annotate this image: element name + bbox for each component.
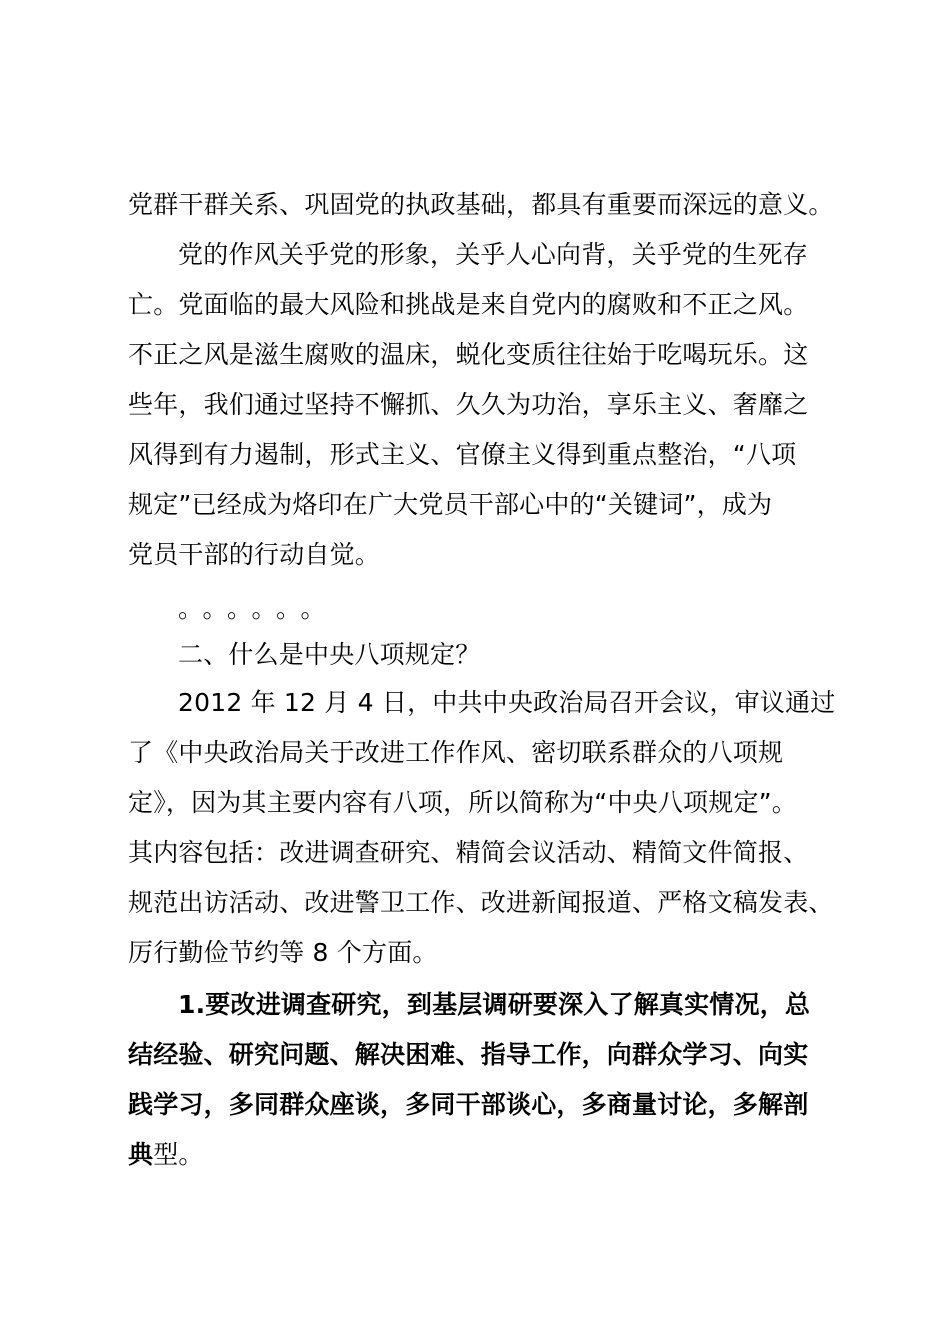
paragraph-line: 亡。党面临的最大风险和挑战是来自党内的腐败和不正之风。 — [128, 290, 809, 319]
paragraph-line: 风得到有力遏制，形式主义、官僚主义得到重点整治，“八项 — [128, 440, 797, 469]
bold-paragraph-line: 1.要改进调查研究，到基层调研要深入了解真实情况，总 — [178, 990, 811, 1019]
paragraph-line: 2012 年 12 月 4 日，中共中央政治局召开会议，审议通过 — [178, 688, 836, 717]
bold-text-fragment: 典 — [128, 1140, 154, 1169]
paragraph-line: 党群干群关系、巩固党的执政基础，都具有重要而深远的意义。 — [128, 190, 834, 219]
paragraph-line: 规范出访活动、改进警卫工作、改进新闻报道、严格文稿发表、 — [128, 888, 834, 917]
paragraph-line — [128, 1138, 204, 1172]
paragraph-line: 规定”已经成为烙印在广大党员干部心中的“关键词”，成为 — [128, 490, 773, 519]
ellipsis-marks: 。。。。。。 — [178, 594, 338, 623]
paragraph-line: 其内容包括：改进调查研究、精简会议活动、精简文件简报、 — [128, 838, 809, 867]
section-heading: 二、什么是中央八项规定？ — [178, 640, 481, 669]
bold-paragraph-line: 践学习，多同群众座谈，多同干部谈心，多商量讨论，多解剖 — [128, 1090, 809, 1119]
paragraph-line: 党的作风关乎党的形象，关乎人心向背，关乎党的生死存 — [178, 240, 809, 269]
paragraph-line: 厉行勤俭节约等 8 个方面。 — [128, 938, 438, 967]
paragraph-line: 了《中央政治局关于改进工作作风、密切联系群众的八项规 — [128, 738, 784, 767]
paragraph-line: 定》，因为其主要内容有八项，所以简称为“中央八项规定”。 — [128, 788, 798, 817]
paragraph-line: 不正之风是滋生腐败的温床，蜕化变质往往始于吃喝玩乐。这 — [128, 340, 809, 369]
regular-text-fragment: 型。 — [153, 1140, 204, 1169]
paragraph-line: 党员干部的行动自觉。 — [128, 540, 381, 569]
paragraph-line: 些年，我们通过坚持不懈抓、久久为功治，享乐主义、奢靡之 — [128, 390, 809, 419]
bold-paragraph-line: 结经验、研究问题、解决困难、指导工作，向群众学习、向实 — [128, 1040, 809, 1069]
